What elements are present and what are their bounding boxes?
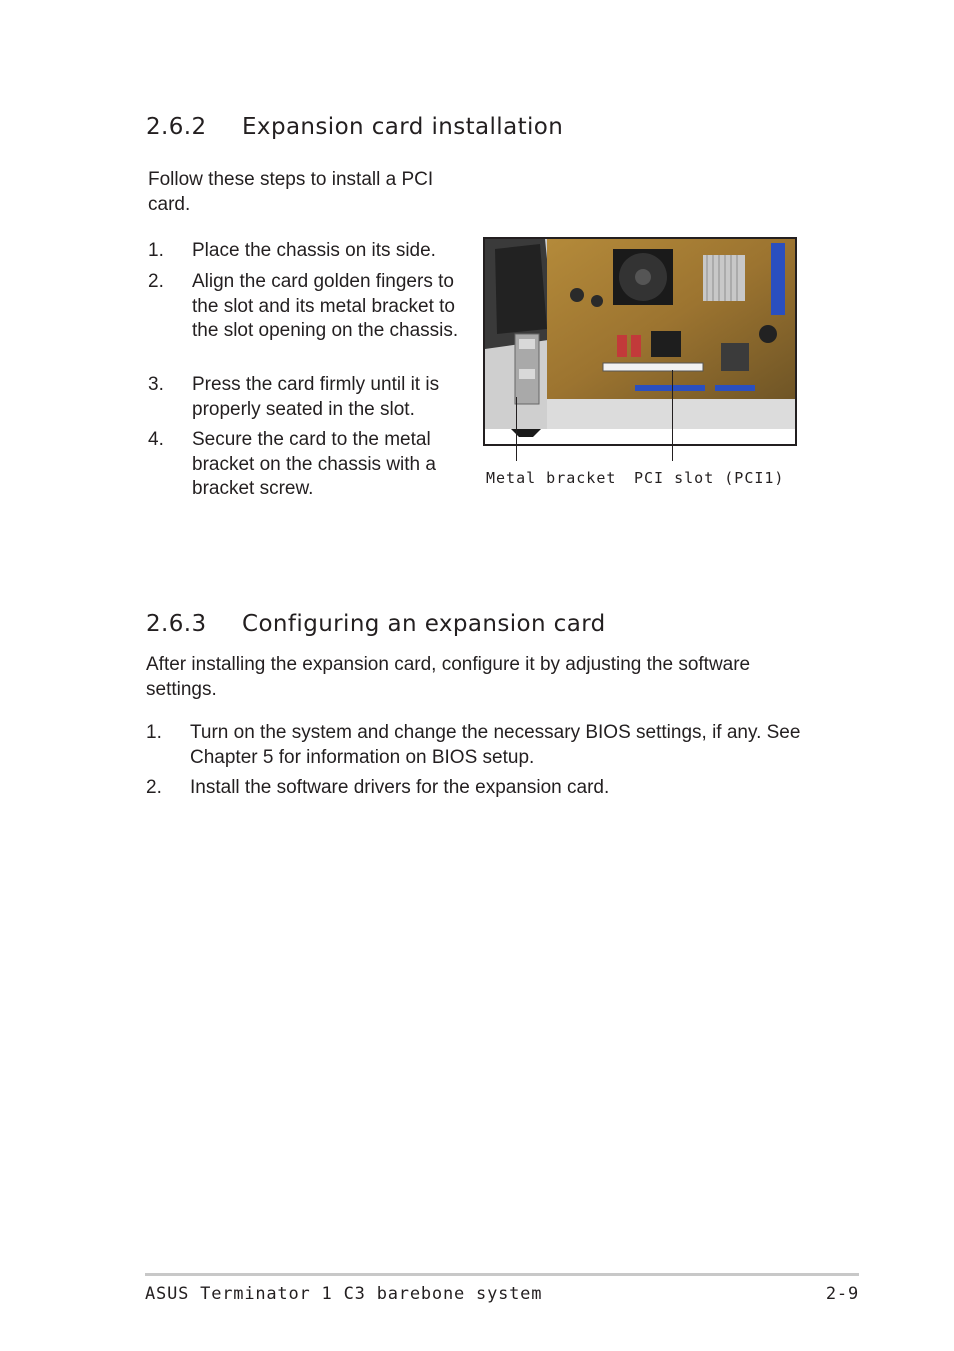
section-number: 2.6.2	[146, 114, 207, 140]
step-text: Place the chassis on its side.	[192, 240, 436, 261]
motherboard-photo	[483, 237, 797, 446]
step-number: 3.	[148, 374, 164, 395]
motherboard-illustration	[485, 239, 795, 444]
step-text: Align the card golden fingers to the slot and its metal bracket to the slot opening on the chassis.	[192, 271, 459, 341]
section-heading-2-6-3	[146, 611, 606, 637]
step-number: 1.	[148, 240, 164, 261]
step-number: 4.	[148, 429, 164, 450]
callout-metal-bracket: Metal bracket	[486, 469, 617, 487]
pci-slot-leader-line	[672, 370, 673, 461]
metal-bracket-leader-line	[516, 397, 517, 461]
step-number: 2.	[148, 271, 164, 292]
section-title: Configuring an expansion card	[242, 611, 606, 637]
footer-title: ASUS Terminator 1 C3 barebone system	[145, 1284, 543, 1304]
step-text: Press the card firmly until it is properly seated in the slot.	[192, 374, 440, 420]
step-text: Install the software drivers for the expansion card.	[190, 777, 610, 798]
step-text: Secure the card to the metal bracket on the chassis with a bracket screw.	[192, 429, 436, 499]
callout-pci-slot: PCI slot (PCI1)	[634, 469, 785, 487]
step-text: Turn on the system and change the necessary BIOS settings, if any. See Chapter 5 for information on BIOS setup.	[190, 722, 801, 768]
section-title: Expansion card installation	[242, 114, 564, 140]
section-number: 2.6.3	[146, 611, 207, 637]
step-number: 1.	[146, 722, 162, 743]
step-number: 2.	[146, 777, 162, 798]
section-intro: After installing the expansion card, configure it by adjusting the software settings.	[146, 654, 751, 700]
section-intro: Follow these steps to install a PCI card.	[148, 169, 434, 215]
section-heading-2-6-2	[146, 114, 563, 140]
footer-rule	[145, 1273, 859, 1276]
page-number: 2-9	[825, 1284, 859, 1304]
